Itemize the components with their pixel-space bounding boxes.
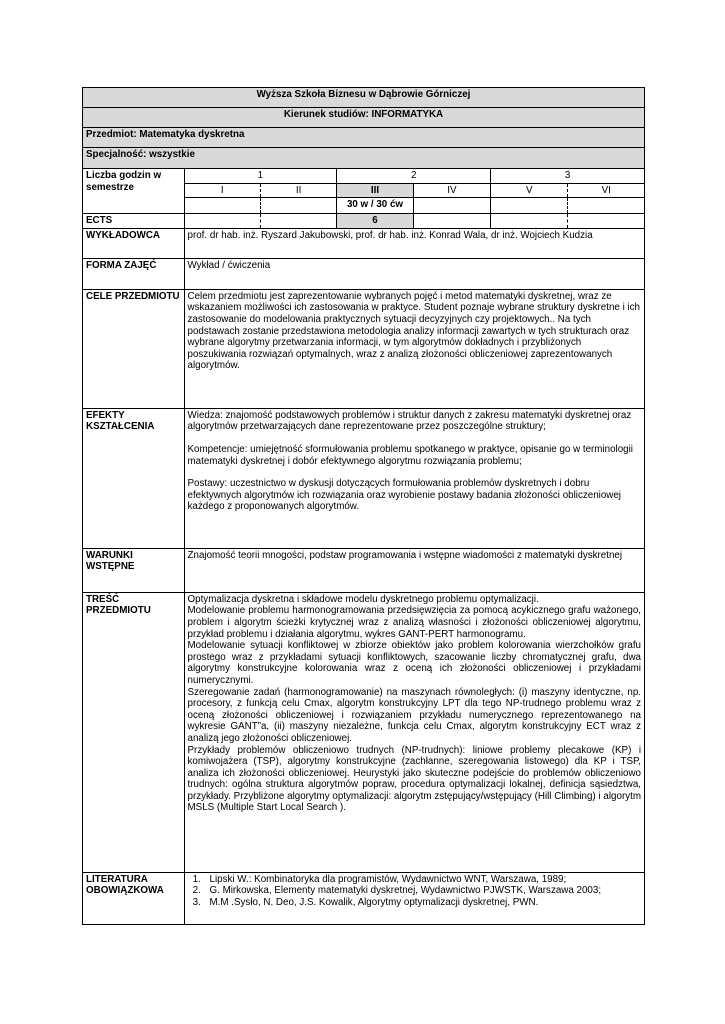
prerequisites-value: Znajomość teorii mnogości, podstaw programowania i wstępne wiadomości z matematyki dyskretnej	[184, 548, 644, 592]
literature-row	[83, 872, 645, 924]
ects-value: 6	[337, 214, 413, 229]
outcome-attitudes: Postawy: uczestnictwo w dyskusji dotyczących formułowania problemów dyskretnych i dobru efektywnych algorytmów ich rozwiązania oraz wyrobienie postawy badania złożoności obliczeniowej każdego z proponowanych algorytmów.	[187, 478, 621, 513]
form-value: Wykład / ćwiczenia	[184, 258, 644, 289]
outcomes-row	[83, 408, 645, 548]
hours-sem-5	[491, 198, 568, 214]
school-row	[83, 88, 645, 108]
semester-3: III	[337, 183, 413, 198]
hours-sem-3: 30 w / 30 ćw	[337, 198, 413, 214]
content-paragraph: Optymalizacja dyskretna i składowe modelu dyskretnego problemu optymalizacji.	[187, 593, 539, 605]
year-3: 3	[491, 169, 645, 184]
specialty: Specjalność: wszystkie	[83, 148, 645, 169]
ects-sem-5	[491, 214, 568, 229]
content-cell	[184, 592, 644, 872]
specialty-row	[83, 148, 645, 169]
goals-label: CELE PRZEDMIOTU	[83, 289, 185, 408]
literature-item: 3. M.M .Sysło, N. Deo, J.S. Kowalik, Algorytmy optymalizacji dyskretnej, PWN.	[204, 897, 641, 909]
ects-sem-2	[260, 214, 336, 229]
outcomes-label: EFEKTY KSZTAŁCENIA	[83, 408, 185, 548]
lecturer-value: prof. dr hab. inż. Ryszard Jakubowski, prof. dr hab. inż. Konrad Wala, dr inż. Wojciech Kudzia	[184, 228, 644, 258]
ects-sem-6	[568, 214, 645, 229]
content-paragraph: Modelowanie problemu harmonogramowania przedsięwzięcia za pomocą acykicznego grafu ważonego, problem i algorytm ścieżki krytycznej wraz z analizą własności i złożoności obliczeniowej algorytmu, przykład problemu i działania algorytmu, wykres GANT-PERT harmonogramu.	[187, 605, 641, 640]
semester-5: V	[491, 183, 568, 198]
school-name: Wyższa Szkoła Biznesu w Dąbrowie Górniczej	[83, 88, 645, 108]
ects-sem-1	[184, 214, 260, 229]
semester-4: IV	[413, 183, 490, 198]
subject-name: Przedmiot: Matematyka dyskretna	[83, 128, 645, 148]
hours-years-row	[83, 169, 645, 184]
hours-sem-4	[413, 198, 490, 214]
field-of-study: Kierunek studiów: INFORMATYKA	[83, 108, 645, 128]
year-1: 1	[184, 169, 337, 184]
subject-row	[83, 128, 645, 148]
content-label: TREŚĆ PRZEDMIOTU	[83, 592, 185, 872]
syllabus-table	[82, 87, 645, 925]
content-paragraph: Przykłady problemów obliczeniowo trudnych (NP-trudnych): liniowe problemy plecakowe (KP) i komiwojażera (TSP), algorytmy konstrukcyjne (zachłanne, szeregowania listowego) dla KP i TSP, analiza ich złożoności obliczeniowej. Heurystyki jako skuteczne podejście do problemów obliczeniowo trudnych: ogólna struktura algorytmów popraw, procedura optymalizacji lokalnej, definicja sąsiedztwa, przykłady. Przybliżone algorytmy optymalizacji: algorytm zstępujący/wstępujący (Hill Climbing) i algorytm MSLS (Multiple Start Local Search ).	[187, 744, 641, 814]
semester-6: VI	[568, 183, 645, 198]
goals-text: Celem przedmiotu jest zaprezentowanie wybranych pojęć i metod matematyki dyskretnej, wraz ze wskazaniem możliwości ich zastosowania w praktyce. Student poznaje wybrane struktury dyskretne i ich zastosowanie do modelowania praktycznych sytuacji decyzyjnych czy projektowych.. Na tych podstawach zostanie przedstawiona metodologia analizy informacji zawartych w tych strukturach oraz wybrane algorytmy przetwarzania informacji, w tym algorytmów dokładnych i przybliżonych poszukiwania rozwiązań optymalnych, wraz z analizą złożoności obliczeniowej zaprezentowanych algorytmów.	[184, 289, 644, 408]
lecturer-label: WYKŁADOWCA	[83, 228, 185, 258]
literature-item: 1. Lipski W.: Kombinatoryka dla programistów, Wydawnictwo WNT, Warszawa, 1989;	[204, 874, 641, 886]
hours-sem-2	[260, 198, 336, 214]
outcomes-cell	[184, 408, 644, 548]
semester-2: II	[260, 183, 336, 198]
ects-row	[83, 214, 645, 229]
year-2: 2	[337, 169, 491, 184]
hours-label: Liczba godzin w semestrze	[83, 169, 185, 214]
literature-item: 2. G. Mirkowska, Elementy matematyki dyskretnej, Wydawnictwo PJWSTK, Warszawa 2003;	[204, 885, 641, 897]
prerequisites-row	[83, 548, 645, 592]
content-row	[83, 592, 645, 872]
outcome-skills: Kompetencje: umiejętność sformułowania problemu spotkanego w praktyce, opisanie go w terminologii matematyki dyskretnej i dobór efektywnego algorytmu rozwiązania problemu;	[187, 443, 633, 467]
literature-list	[188, 874, 641, 909]
lecturer-row	[83, 228, 645, 258]
form-row	[83, 258, 645, 289]
goals-row	[83, 289, 645, 408]
form-label: FORMA ZAJĘĆ	[83, 258, 185, 289]
literature-label: LITERATURA OBOWIĄZKOWA	[83, 872, 185, 924]
content-paragraph: Szeregowanie zadań (harmonogramowanie) na maszynach równoległych: (i) maszyny identyczne, np. procesory, z funkcją celu Cmax, algorytm konstrukcyjny LPT dla tego NP-trudnego problemu wraz z oceną złożoności obliczeniowej i rozwiązaniem przykładu numerycznego reprezentowanego na wykresie GANT”a, (ii) maszyny niezależne, funkcja celu Cmax, algorytm konstrukcyjny ECT wraz z analizą jego złożoności obliczeniowej.	[187, 686, 641, 744]
field-row	[83, 108, 645, 128]
outcome-knowledge: Wiedza: znajomość podstawowych problemów i struktur danych z zakresu matematyki dyskretnej oraz algorytmów przetwarzających dane reprezentowane przez poszczególne struktury;	[187, 409, 632, 433]
prerequisites-label: WARUNKI WSTĘPNE	[83, 548, 185, 592]
ects-sem-4	[413, 214, 490, 229]
hours-sem-1	[184, 198, 260, 214]
ects-label: ECTS	[83, 214, 185, 229]
content-paragraph: Modelowanie sytuacji konfliktowej w zbiorze obiektów jako problem kolorowania wierzchołków grafu prostego wraz z przykładami sytuacji konfliktowych, szacowanie liczby chromatycznej grafu, dwa algorytmy konstrukcyjne kolorowania wraz z oceną ich złożoności obliczeniowej i przykładami numerycznymi.	[187, 640, 641, 686]
literature-cell	[184, 872, 644, 924]
semester-1: I	[184, 183, 260, 198]
hours-sem-6	[568, 198, 645, 214]
